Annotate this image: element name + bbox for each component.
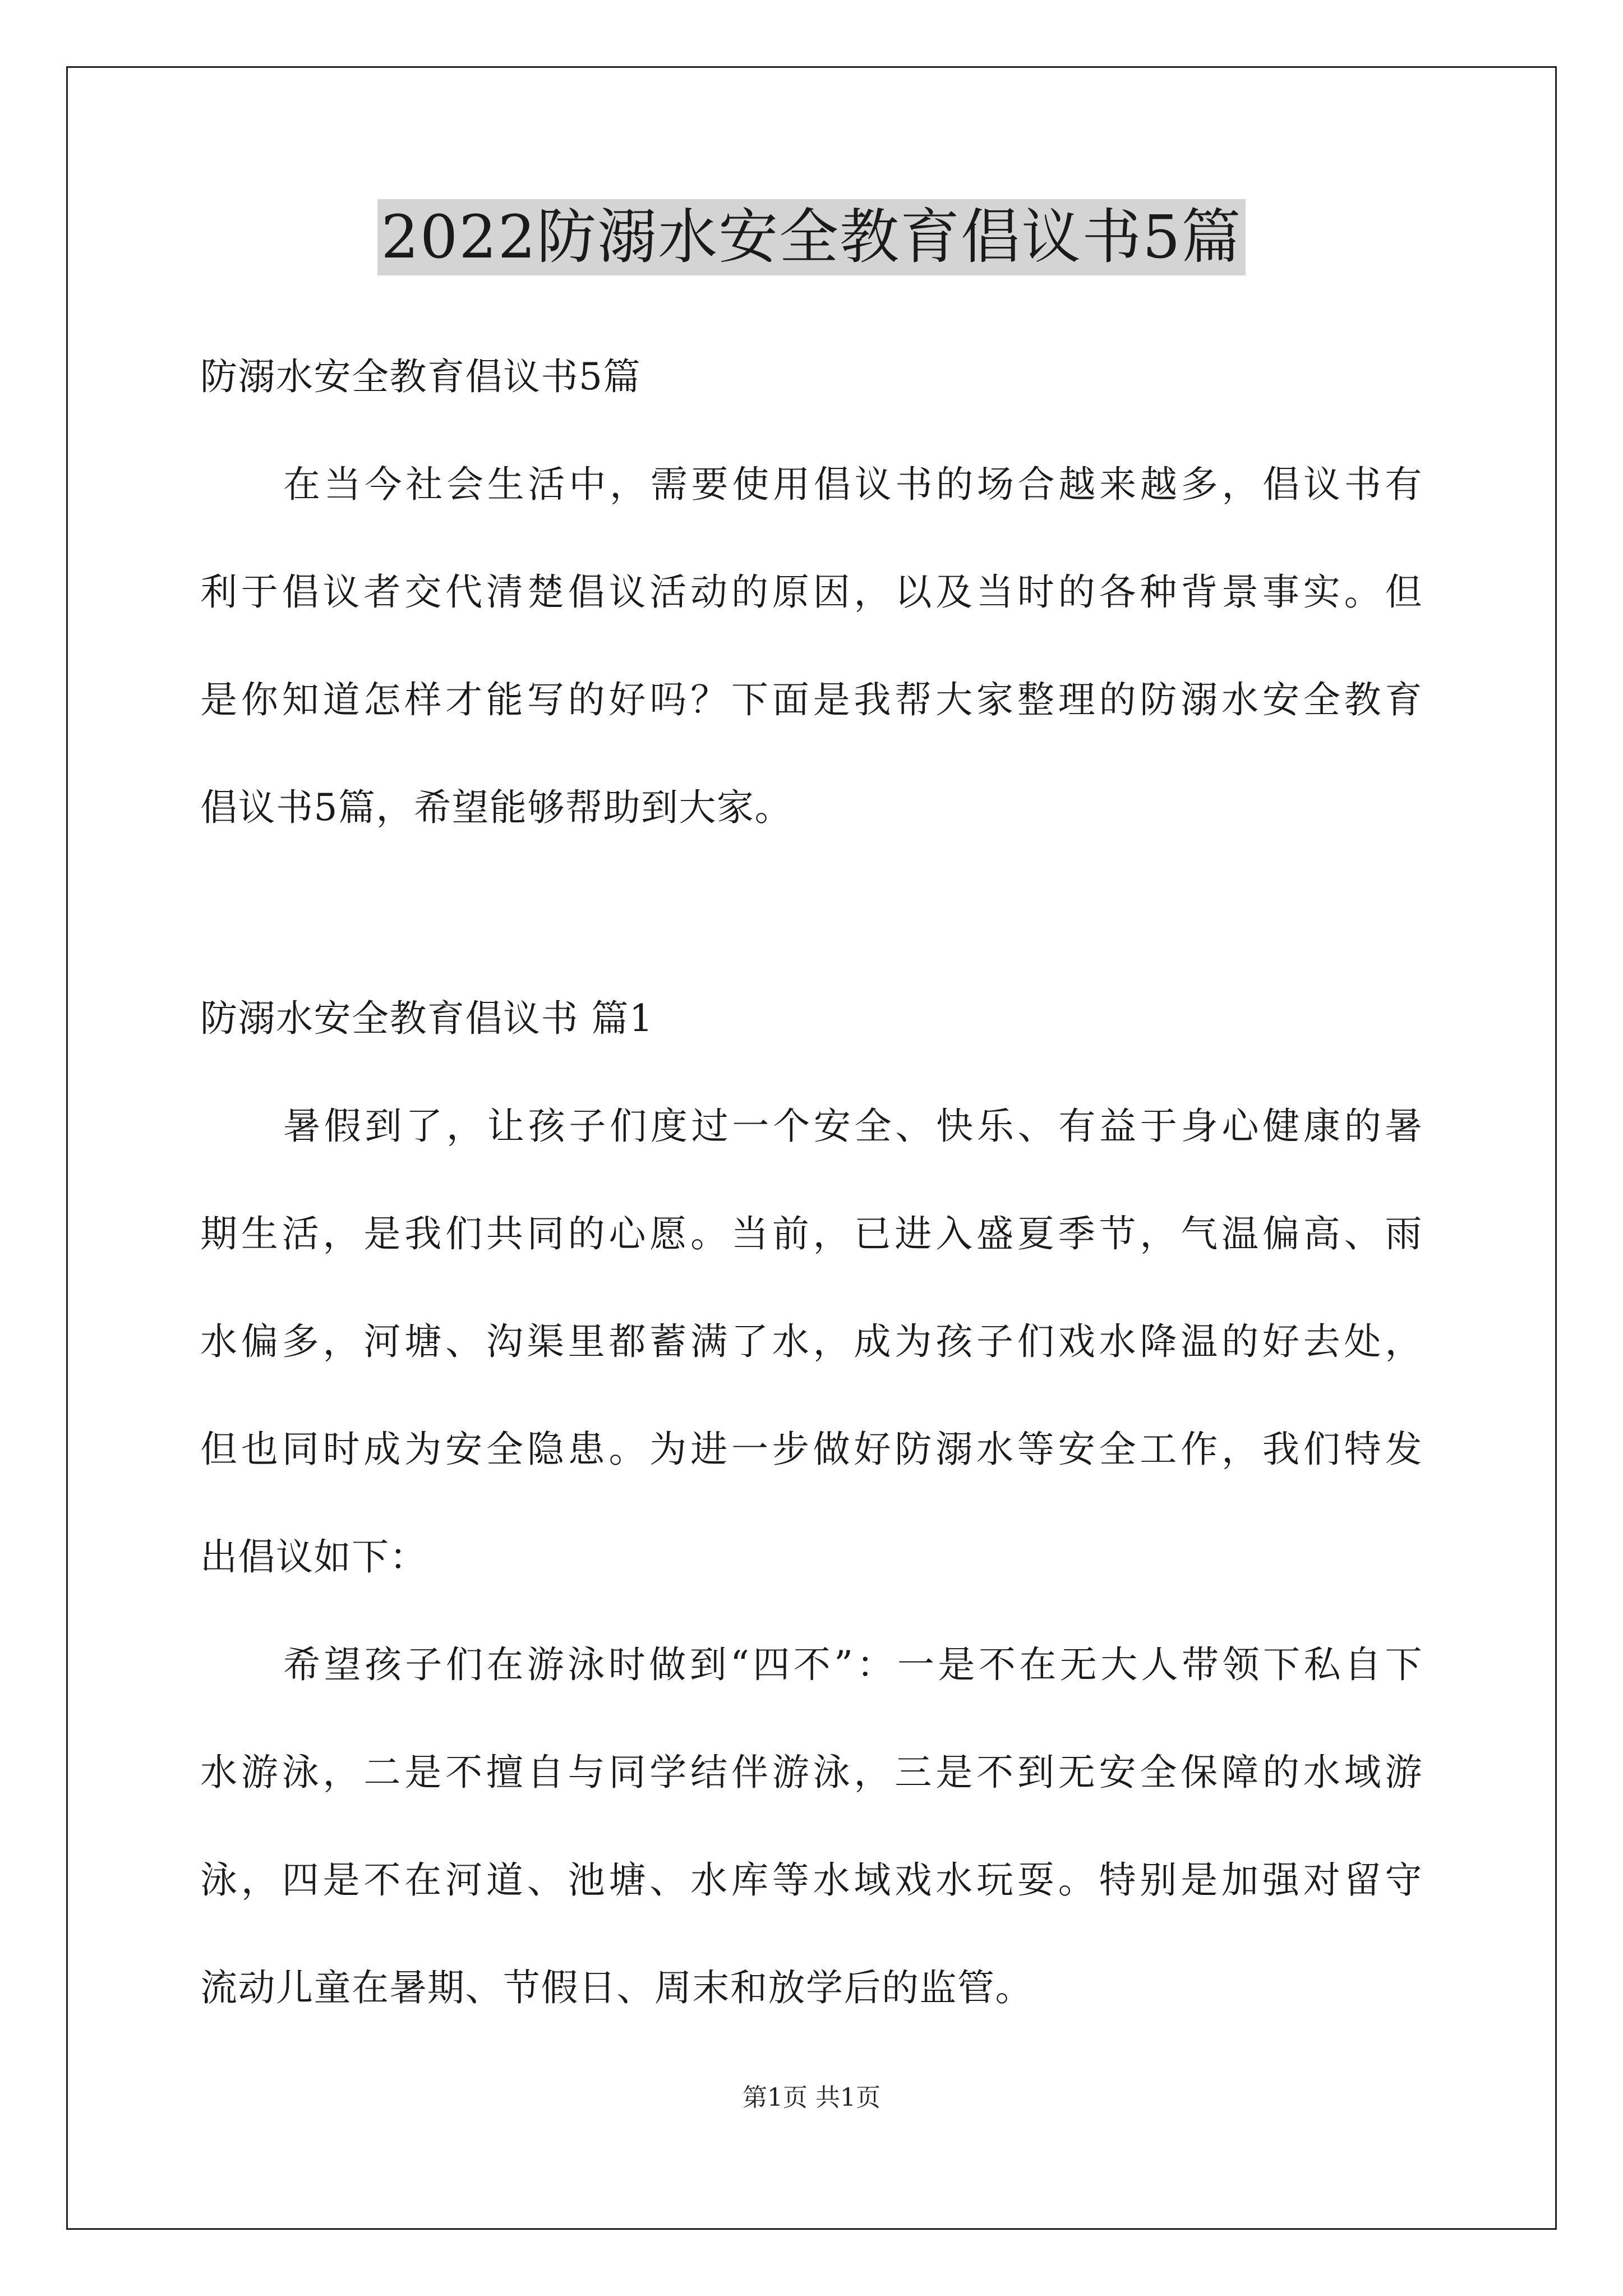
intro-line: 倡议书5篇，希望能够帮助到大家。 [200,786,792,829]
intro-line: 利于倡议者交代清楚倡议活动的原因，以及当时的各种背景事实。但 [200,570,1423,614]
paragraph-line: 但也同时成为安全隐患。为进一步做好防溺水等安全工作，我们特发 [200,1428,1423,1471]
paragraph-line: 水偏多，河塘、沟渠里都蓄满了水，成为孩子们戏水降温的好去处， [200,1320,1423,1363]
paragraph-line: 泳，四是不在河道、池塘、水库等水域戏水玩耍。特别是加强对留守 [200,1858,1423,1902]
subtitle: 防溺水安全教育倡议书5篇 [200,355,641,398]
paragraph-line: 希望孩子们在游泳时做到“四不”：一是不在无大人带领下私自下 [283,1643,1423,1686]
intro-line: 是你知道怎样才能写的好吗？下面是我帮大家整理的防溺水安全教育 [200,678,1423,721]
section-heading: 防溺水安全教育倡议书 篇1 [200,997,654,1040]
page-number-footer: 第1页 共1页 [743,2083,880,2112]
paragraph-line: 出倡议如下： [200,1535,427,1579]
title-container [0,199,1623,275]
paragraph-line: 流动儿童在暑期、节假日、周末和放学后的监管。 [200,1966,1033,2009]
paragraph-line: 期生活，是我们共同的心愿。当前，已进入盛夏季节，气温偏高、雨 [200,1212,1423,1255]
paragraph-line: 水游泳，二是不擅自与同学结伴游泳，三是不到无安全保障的水域游 [200,1751,1423,1794]
document-title: 2022防溺水安全教育倡议书5篇 [377,199,1245,275]
paragraph-line: 暑假到了，让孩子们度过一个安全、快乐、有益于身心健康的暑 [283,1105,1423,1148]
intro-line: 在当今社会生活中，需要使用倡议书的场合越来越多，倡议书有 [283,463,1423,506]
